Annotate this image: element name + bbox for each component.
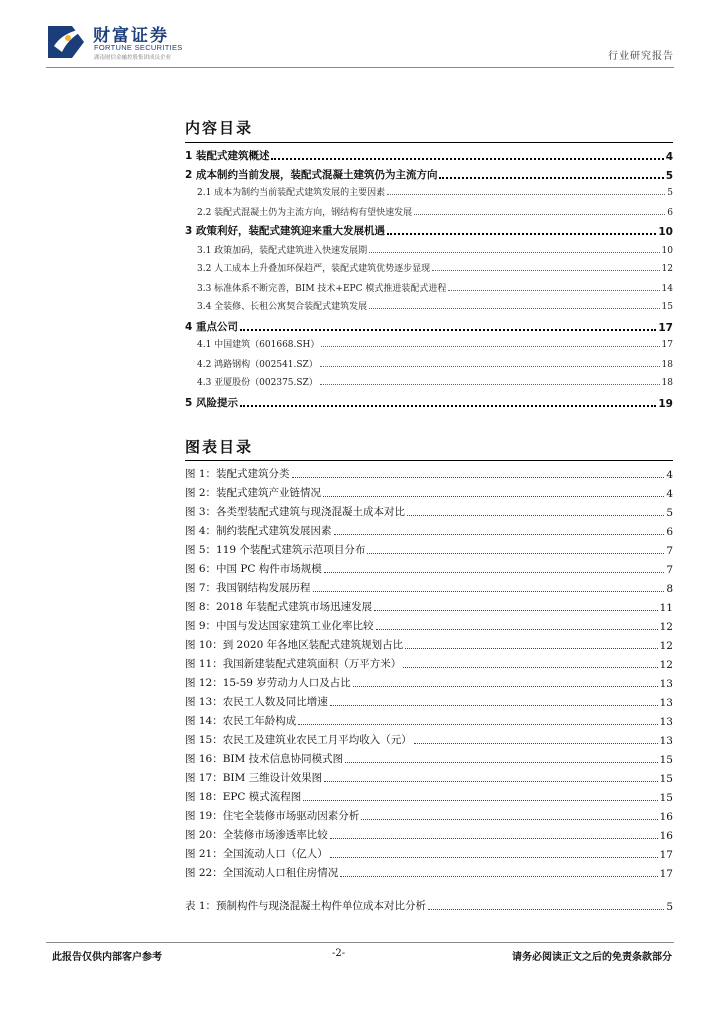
dot-leader — [369, 307, 659, 309]
toc-entry-page: 14 — [661, 284, 673, 294]
toc-entry-label: 图 14：农民工年龄构成 — [185, 715, 297, 727]
dot-leader — [369, 251, 659, 253]
toc-entry-page: 13 — [659, 678, 673, 690]
toc-entry-page: 18 — [661, 378, 673, 388]
toc-entry[interactable] — [185, 395, 673, 410]
toc-entry[interactable] — [185, 167, 673, 182]
toc-entry[interactable] — [185, 337, 673, 350]
toc-entry[interactable] — [185, 656, 673, 671]
contents-title-rule — [185, 142, 673, 143]
toc-entry[interactable] — [185, 205, 673, 218]
toc-entry-label: 3.1 政策加码，装配式建筑进入快速发展期 — [197, 246, 368, 256]
toc-entry[interactable] — [185, 375, 673, 388]
toc-entry-label: 图 21：全国流动人口（亿人） — [185, 848, 328, 860]
dot-leader — [321, 345, 659, 347]
dot-leader — [361, 818, 657, 820]
toc-entry-label: 图 19：住宅全装修市场驱动因素分析 — [185, 810, 360, 822]
header-divider — [46, 67, 674, 68]
dot-leader — [292, 476, 665, 478]
dot-leader — [330, 837, 658, 839]
toc-entry-label: 图 7：我国钢结构发展历程 — [185, 582, 311, 594]
toc-entry[interactable] — [185, 789, 673, 804]
toc-entry-page: 5 — [666, 901, 673, 913]
toc-entry-label: 图 6：中国 PC 构件市场规模 — [185, 563, 322, 575]
toc-entry-page: 15 — [659, 773, 673, 785]
toc-entry-label: 图 10：到 2020 年各地区装配式建筑规划占比 — [185, 639, 404, 651]
toc-entry-label: 表 1：预制构件与现浇混凝土构件单位成本对比分析 — [185, 900, 427, 912]
toc-entry-page: 15 — [659, 792, 673, 804]
toc-entry-page: 7 — [666, 545, 673, 557]
toc-entry[interactable] — [185, 281, 673, 294]
toc-entry-page: 4 — [666, 469, 673, 481]
dot-leader — [303, 799, 657, 801]
toc-entry-label: 1 装配式建筑概述 — [185, 150, 270, 162]
toc-entry-label: 3.2 人工成本上升叠加环保趋严，装配式建筑优势逐步显现 — [197, 264, 431, 274]
toc-entry-label: 2 成本制约当前发展，装配式混凝土建筑仍为主流方向 — [185, 169, 438, 181]
toc-entry-page: 17 — [661, 340, 673, 350]
toc-entry-label: 图 4：制约装配式建筑发展因素 — [185, 525, 332, 537]
dot-leader — [387, 193, 665, 195]
toc-entry[interactable] — [185, 357, 673, 370]
toc-entry-page: 13 — [659, 735, 673, 747]
toc-entry[interactable] — [185, 898, 673, 913]
toc-entry-page: 10 — [658, 226, 673, 238]
toc-entry-label: 图 17：BIM 三维设计效果图 — [185, 772, 323, 784]
toc-entry[interactable] — [185, 675, 673, 690]
dot-leader — [340, 875, 657, 877]
toc-entry-page: 5 — [666, 507, 673, 519]
dot-leader — [298, 723, 657, 725]
toc-entry-label: 图 2：装配式建筑产业链情况 — [185, 487, 322, 499]
dot-leader — [320, 365, 660, 367]
toc-entry[interactable] — [185, 485, 673, 500]
fortune-securities-logo-icon — [46, 20, 90, 64]
dot-leader — [334, 533, 665, 535]
toc-entry[interactable] — [185, 637, 673, 652]
toc-entry-label: 4.1 中国建筑（601668.SH） — [197, 340, 320, 350]
toc-entry-label: 图 8：2018 年装配式建筑市场迅速发展 — [185, 601, 373, 613]
toc-entry-label: 图 16：BIM 技术信息协同模式图 — [185, 753, 344, 765]
toc-entry-page: 13 — [659, 697, 673, 709]
toc-entry-label: 图 22：全国流动人口租住房情况 — [185, 867, 339, 879]
footer-disclaimer: 此报告仅供内部客户参考 — [52, 952, 162, 963]
dot-leader — [374, 609, 658, 611]
dot-leader — [320, 383, 660, 385]
toc-entry-page: 7 — [666, 564, 673, 576]
toc-entry-label: 图 5：119 个装配式建筑示范项目分布 — [185, 544, 366, 556]
dot-leader — [323, 495, 664, 497]
toc-entry-page: 4 — [666, 488, 673, 500]
toc-entry[interactable] — [185, 319, 673, 334]
toc-entry[interactable] — [185, 846, 673, 861]
dot-leader — [330, 856, 658, 858]
toc-entry-page: 12 — [659, 621, 673, 633]
toc-entry-label: 图 13：农民工人数及同比增速 — [185, 696, 328, 708]
toc-entry-page: 16 — [659, 830, 673, 842]
toc-entry[interactable] — [185, 223, 673, 238]
dot-leader — [240, 328, 656, 331]
toc-entry-page: 12 — [659, 640, 673, 652]
toc-entry[interactable] — [185, 148, 673, 163]
toc-entry[interactable] — [185, 261, 673, 274]
toc-entry-page: 17 — [658, 322, 673, 334]
dot-leader — [414, 742, 658, 744]
toc-entry[interactable] — [185, 580, 673, 595]
dot-leader — [376, 628, 658, 630]
toc-entry-page: 17 — [659, 868, 673, 880]
toc-entry-label: 图 12：15-59 岁劳动力人口及占比 — [185, 677, 351, 689]
toc-entry-label: 3 政策利好，装配式建筑迎来重大发展机遇 — [185, 225, 385, 237]
figures-title: 图表目录 — [185, 438, 254, 456]
toc-entry-label: 图 20：全装修市场渗透率比较 — [185, 829, 328, 841]
toc-entry[interactable] — [185, 561, 673, 576]
toc-entry-page: 6 — [666, 526, 673, 538]
toc-entry-label: 4.2 鸿路钢构（002541.SZ） — [197, 360, 318, 370]
dot-leader — [240, 404, 656, 407]
toc-entry[interactable] — [185, 827, 673, 842]
footer-notice: 请务必阅读正文之后的免责条款部分 — [512, 952, 672, 963]
toc-entry-label: 图 15：农民工及建筑业农民工月平均收入（元） — [185, 734, 412, 746]
dot-leader — [367, 552, 664, 554]
toc-entry-page: 13 — [659, 716, 673, 728]
toc-entry-label: 5 风险提示 — [185, 397, 238, 409]
toc-entry[interactable] — [185, 185, 673, 198]
dot-leader — [407, 514, 664, 516]
toc-entry[interactable] — [185, 542, 673, 557]
logo-chinese-name: 财富证券 — [93, 26, 169, 46]
toc-entry-page: 5 — [665, 170, 673, 182]
toc-entry[interactable] — [185, 466, 673, 481]
dot-leader — [324, 780, 657, 782]
logo-english-name: FORTUNE SECURITIES — [94, 43, 183, 52]
toc-entry[interactable] — [185, 523, 673, 538]
toc-entry-label: 图 1：装配式建筑分类 — [185, 468, 290, 480]
dot-leader — [324, 571, 665, 573]
toc-entry-page: 16 — [659, 811, 673, 823]
logo-subtitle: 湖南财信金融控股集团成员企业 — [94, 55, 172, 61]
dot-leader — [313, 590, 665, 592]
dot-leader — [353, 685, 658, 687]
dot-leader — [403, 666, 657, 668]
toc-entry-label: 4 重点公司 — [185, 321, 238, 333]
toc-entry[interactable] — [185, 713, 673, 728]
dot-leader — [432, 269, 659, 271]
footer-divider — [46, 942, 674, 943]
toc-entry-page: 15 — [659, 754, 673, 766]
toc-entry-page: 6 — [667, 208, 673, 218]
toc-entry-label: 2.1 成本为制约当前装配式建筑发展的主要因素 — [197, 188, 386, 198]
toc-entry[interactable] — [185, 618, 673, 633]
toc-entry-page: 8 — [666, 583, 673, 595]
toc-entry-label: 4.3 亚厦股份（002375.SZ） — [197, 378, 318, 388]
report-type-label: 行业研究报告 — [608, 51, 674, 62]
toc-entry[interactable] — [185, 694, 673, 709]
dot-leader — [330, 704, 658, 706]
dot-leader — [345, 761, 657, 763]
toc-entry-label: 图 11：我国新建装配式建筑面积（万平方米） — [185, 658, 402, 670]
toc-entry-label: 2.2 装配式混凝土仍为主流方向，钢结构有望快速发展 — [197, 208, 413, 218]
toc-entry-label: 图 3：各类型装配式建筑与现浇混凝土成本对比 — [185, 506, 406, 518]
toc-entry-label: 图 18：EPC 模式流程图 — [185, 791, 302, 803]
toc-entry-page: 17 — [659, 849, 673, 861]
dot-leader — [428, 908, 664, 910]
dot-leader — [448, 289, 659, 291]
dot-leader — [271, 157, 663, 160]
toc-entry[interactable] — [185, 504, 673, 519]
toc-entry[interactable] — [185, 808, 673, 823]
toc-entry[interactable] — [185, 243, 673, 256]
company-logo — [46, 20, 216, 64]
contents-title: 内容目录 — [185, 119, 254, 137]
toc-entry-page: 19 — [658, 398, 673, 410]
dot-leader — [439, 176, 663, 179]
toc-entry-page: 15 — [661, 302, 673, 312]
toc-entry[interactable] — [185, 599, 673, 614]
toc-entry[interactable] — [185, 865, 673, 880]
toc-entry[interactable] — [185, 732, 673, 747]
toc-entry-page: 12 — [659, 659, 673, 671]
figures-title-rule — [185, 460, 673, 461]
toc-entry-page: 10 — [661, 246, 673, 256]
toc-entry-page: 4 — [665, 151, 673, 163]
toc-entry-page: 12 — [661, 264, 673, 274]
toc-entry[interactable] — [185, 770, 673, 785]
toc-entry[interactable] — [185, 299, 673, 312]
dot-leader — [405, 647, 658, 649]
toc-entry-label: 3.3 标准体系不断完善，BIM 技术+EPC 模式推进装配式进程 — [197, 284, 447, 294]
toc-entry-label: 3.4 全装修、长租公寓契合装配式建筑发展 — [197, 302, 368, 312]
dot-leader — [414, 213, 665, 215]
dot-leader — [387, 232, 656, 235]
toc-entry-label: 图 9：中国与发达国家建筑工业化率比较 — [185, 620, 374, 632]
page-header — [0, 0, 724, 72]
page-number: -2- — [332, 948, 346, 959]
toc-entry-page: 11 — [659, 602, 673, 614]
toc-entry[interactable] — [185, 751, 673, 766]
toc-entry-page: 18 — [661, 360, 673, 370]
toc-entry-page: 5 — [667, 188, 673, 198]
